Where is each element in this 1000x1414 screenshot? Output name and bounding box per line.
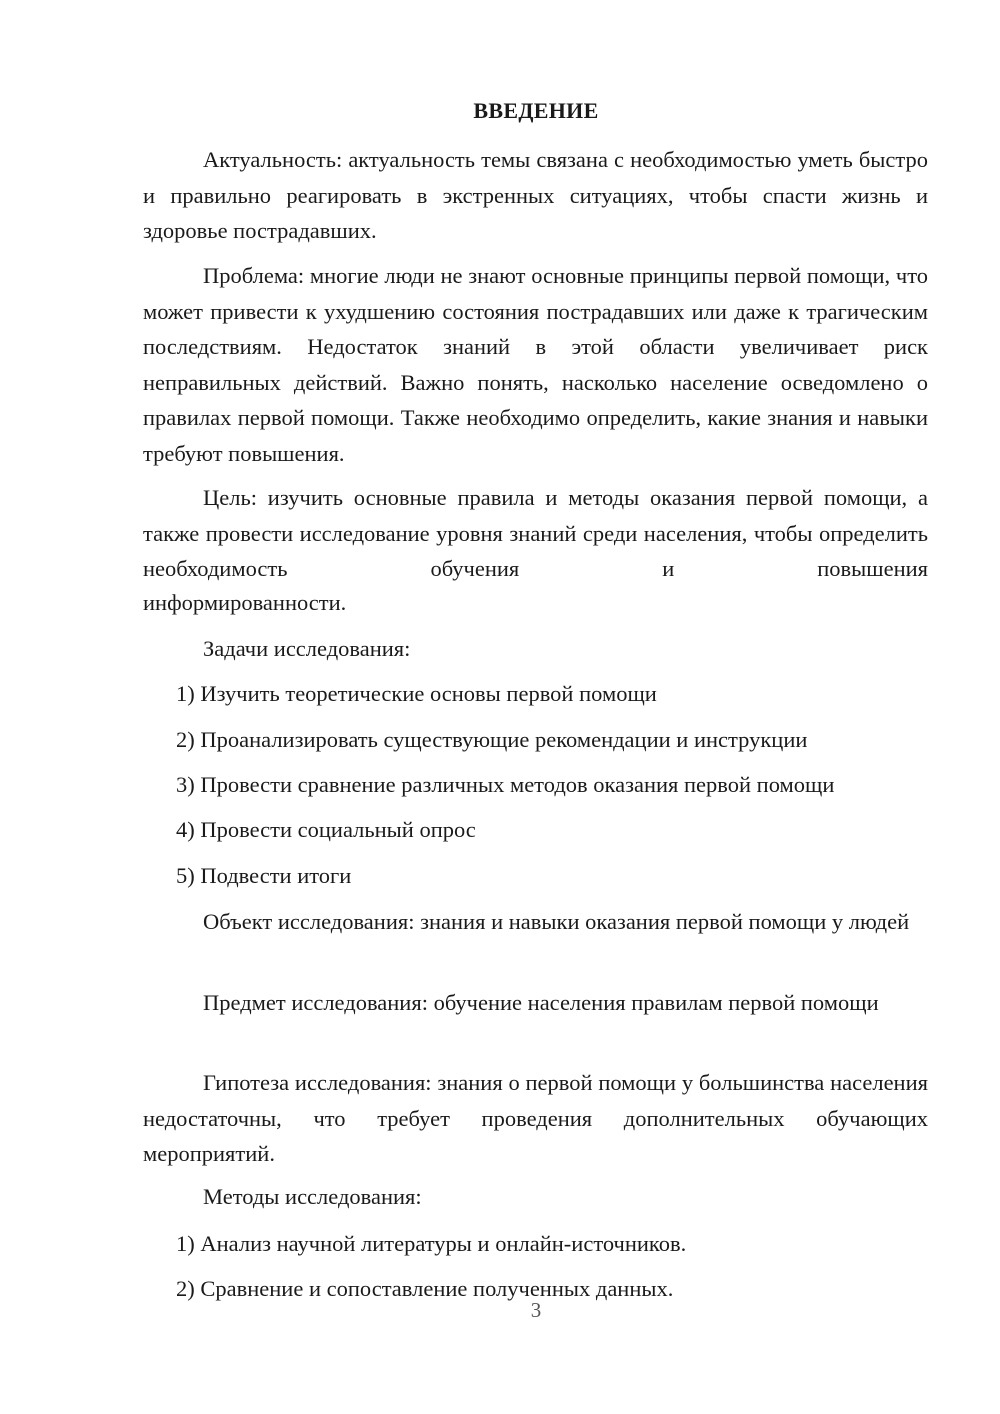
subject-paragraph: Предмет исследования: обучение населения правилам первой помощи (203, 990, 879, 1015)
method-item: 2) Сравнение и сопоставление полученных данных. (176, 1276, 674, 1301)
task-item: 2) Проанализировать существующие рекомендации и инструкции (176, 727, 808, 752)
tasks-heading: Задачи исследования: (203, 636, 411, 661)
task-item: 4) Провести социальный опрос (176, 817, 476, 842)
goal-paragraph-end: информированности. (143, 590, 347, 615)
method-item: 1) Анализ научной литературы и онлайн-источников. (176, 1231, 687, 1256)
problem-paragraph: Проблема: многие люди не знают основные принципы первой помощи, что может привести к ухудшению состояния пострадавших или даже к трагическим последствиям. Недостаток знаний в этой области увеличивает риск неправильных действий. Важно понять, насколько население осведомлено о правилах первой помощи. Также необходимо определить, какие знания и навыки требуют повышения. (143, 263, 928, 466)
methods-heading: Методы исследования: (203, 1184, 422, 1209)
task-item: 5) Подвести итоги (176, 863, 352, 888)
object-paragraph: Объект исследования: знания и навыки оказания первой помощи у людей (203, 909, 910, 934)
hypothesis-paragraph: Гипотеза исследования: знания о первой помощи у большинства населения недостаточны, что требует проведения дополнительных обучающих мероприятий. (143, 1070, 928, 1166)
page-number: 3 (530, 1298, 542, 1322)
section-title: ВВЕДЕНИЕ (473, 98, 599, 123)
goal-paragraph: Цель: изучить основные правила и методы оказания первой помощи, а также провести исследование уровня знаний среди населения, чтобы определить необходимость обучения и повышения (143, 485, 928, 581)
relevance-paragraph: Актуальность: актуальность темы связана с необходимостью уметь быстро и правильно реагировать в экстренных ситуациях, чтобы спасти жизнь и здоровье пострадавших. (143, 147, 928, 243)
task-item: 3) Провести сравнение различных методов оказания первой помощи (176, 772, 835, 797)
task-item: 1) Изучить теоретические основы первой помощи (176, 681, 657, 706)
